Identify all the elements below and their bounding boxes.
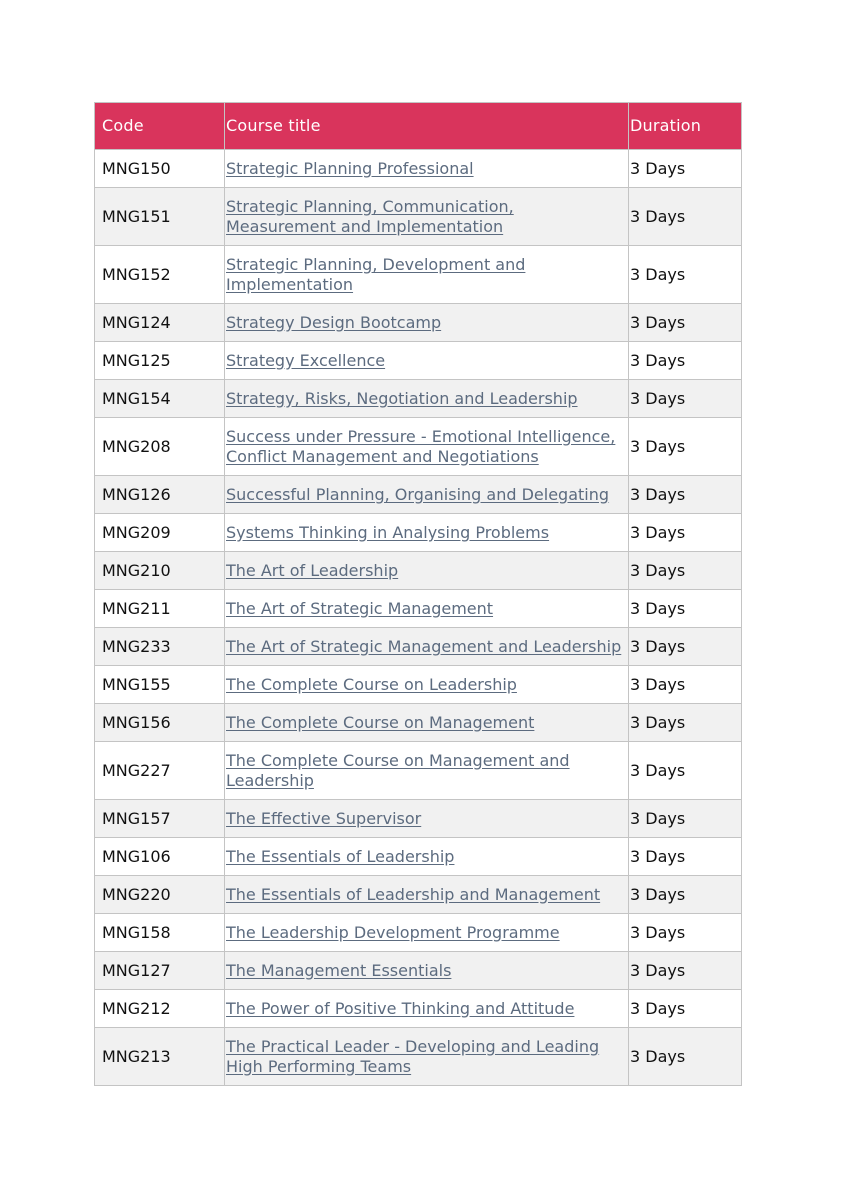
- table-row: [95, 990, 742, 1028]
- course-duration: 3 Days: [629, 876, 742, 914]
- course-title-link[interactable]: The Complete Course on Management and Leadership: [226, 750, 570, 790]
- table-header-row: [95, 103, 742, 150]
- table-row: [95, 514, 742, 552]
- table-row: [95, 246, 742, 304]
- course-title-link[interactable]: Systems Thinking in Analysing Problems: [226, 522, 550, 542]
- course-code: MNG127: [95, 952, 225, 990]
- course-title-link[interactable]: Strategy, Risks, Negotiation and Leadership: [226, 388, 578, 408]
- course-code: MNG157: [95, 800, 225, 838]
- course-title-cell: [225, 876, 629, 914]
- course-title-cell: [225, 990, 629, 1028]
- course-title-link[interactable]: The Practical Leader - Developing and Leading High Performing Teams: [226, 1036, 600, 1076]
- course-title-cell: [225, 628, 629, 666]
- course-duration: 3 Days: [629, 1028, 742, 1086]
- table-row: [95, 590, 742, 628]
- table-row: [95, 380, 742, 418]
- course-title-link[interactable]: Strategy Excellence: [226, 350, 386, 370]
- course-code: MNG156: [95, 704, 225, 742]
- course-title-cell: [225, 150, 629, 188]
- course-title-link[interactable]: The Essentials of Leadership: [226, 846, 455, 866]
- table-row: [95, 476, 742, 514]
- course-title-cell: [225, 704, 629, 742]
- course-duration: 3 Days: [629, 666, 742, 704]
- course-title-cell: [225, 1028, 629, 1086]
- course-title-link[interactable]: Strategy Design Bootcamp: [226, 312, 442, 332]
- course-title-link[interactable]: The Complete Course on Management: [226, 712, 535, 732]
- course-code: MNG212: [95, 990, 225, 1028]
- table-row: [95, 914, 742, 952]
- table-row: [95, 628, 742, 666]
- course-title-link[interactable]: Successful Planning, Organising and Delegating: [226, 484, 610, 504]
- course-title-cell: [225, 800, 629, 838]
- course-code: MNG227: [95, 742, 225, 800]
- course-title-link[interactable]: The Leadership Development Programme: [226, 922, 560, 942]
- table-row: [95, 304, 742, 342]
- header-code: Code: [95, 103, 225, 150]
- course-code: MNG213: [95, 1028, 225, 1086]
- course-duration: 3 Days: [629, 990, 742, 1028]
- course-duration: 3 Days: [629, 188, 742, 246]
- course-duration: 3 Days: [629, 628, 742, 666]
- course-title-cell: [225, 380, 629, 418]
- course-duration: 3 Days: [629, 380, 742, 418]
- course-code: MNG154: [95, 380, 225, 418]
- course-title-cell: [225, 476, 629, 514]
- course-title-link[interactable]: The Complete Course on Leadership: [226, 674, 517, 694]
- course-duration: 3 Days: [629, 704, 742, 742]
- table-row: [95, 342, 742, 380]
- table-row: [95, 150, 742, 188]
- table-row: [95, 1028, 742, 1086]
- course-duration: 3 Days: [629, 418, 742, 476]
- course-duration: 3 Days: [629, 590, 742, 628]
- course-code: MNG210: [95, 552, 225, 590]
- course-title-cell: [225, 914, 629, 952]
- course-duration: 3 Days: [629, 552, 742, 590]
- table-row: [95, 552, 742, 590]
- course-title-link[interactable]: The Art of Strategic Management and Leadership: [226, 636, 622, 656]
- course-title-cell: [225, 590, 629, 628]
- course-title-cell: [225, 838, 629, 876]
- course-duration: 3 Days: [629, 150, 742, 188]
- course-title-cell: [225, 552, 629, 590]
- course-duration: 3 Days: [629, 514, 742, 552]
- table-body: [95, 150, 742, 1086]
- course-code: MNG126: [95, 476, 225, 514]
- course-code: MNG209: [95, 514, 225, 552]
- course-code: MNG155: [95, 666, 225, 704]
- course-title-link[interactable]: Strategic Planning, Development and Implementation: [226, 254, 526, 294]
- course-code: MNG106: [95, 838, 225, 876]
- course-title-link[interactable]: Strategic Planning, Communication, Measurement and Implementation: [226, 196, 514, 236]
- course-title-link[interactable]: The Management Essentials: [226, 960, 452, 980]
- course-code: MNG151: [95, 188, 225, 246]
- table-row: [95, 800, 742, 838]
- table-row: [95, 876, 742, 914]
- course-code: MNG124: [95, 304, 225, 342]
- header-duration: Duration: [629, 103, 742, 150]
- course-title-link[interactable]: Success under Pressure - Emotional Intelligence, Conflict Management and Negotiations: [226, 426, 616, 466]
- course-title-cell: [225, 246, 629, 304]
- course-title-link[interactable]: The Art of Leadership: [226, 560, 399, 580]
- table-row: [95, 666, 742, 704]
- table-row: [95, 838, 742, 876]
- table-row: [95, 418, 742, 476]
- course-code: MNG211: [95, 590, 225, 628]
- course-title-link[interactable]: The Essentials of Leadership and Management: [226, 884, 601, 904]
- course-code: MNG233: [95, 628, 225, 666]
- table-row: [95, 188, 742, 246]
- course-duration: 3 Days: [629, 952, 742, 990]
- course-duration: 3 Days: [629, 342, 742, 380]
- course-duration: 3 Days: [629, 742, 742, 800]
- course-code: MNG150: [95, 150, 225, 188]
- course-duration: 3 Days: [629, 476, 742, 514]
- course-title-cell: [225, 514, 629, 552]
- course-title-cell: [225, 342, 629, 380]
- course-code: MNG208: [95, 418, 225, 476]
- course-title-cell: [225, 188, 629, 246]
- course-title-link[interactable]: The Effective Supervisor: [226, 808, 422, 828]
- table-row: [95, 952, 742, 990]
- course-title-link[interactable]: The Power of Positive Thinking and Attitude: [226, 998, 575, 1018]
- course-duration: 3 Days: [629, 800, 742, 838]
- course-title-cell: [225, 742, 629, 800]
- table-row: [95, 742, 742, 800]
- course-title-cell: [225, 304, 629, 342]
- course-title-cell: [225, 418, 629, 476]
- course-code: MNG125: [95, 342, 225, 380]
- course-title-cell: [225, 666, 629, 704]
- header-course-title: Course title: [225, 103, 629, 150]
- course-table: [94, 102, 742, 1086]
- course-duration: 3 Days: [629, 246, 742, 304]
- course-code: MNG152: [95, 246, 225, 304]
- course-title-link[interactable]: Strategic Planning Professional: [226, 158, 474, 178]
- course-title-cell: [225, 952, 629, 990]
- course-code: MNG158: [95, 914, 225, 952]
- course-duration: 3 Days: [629, 838, 742, 876]
- course-duration: 3 Days: [629, 914, 742, 952]
- course-title-link[interactable]: The Art of Strategic Management: [226, 598, 494, 618]
- course-duration: 3 Days: [629, 304, 742, 342]
- course-code: MNG220: [95, 876, 225, 914]
- table-row: [95, 704, 742, 742]
